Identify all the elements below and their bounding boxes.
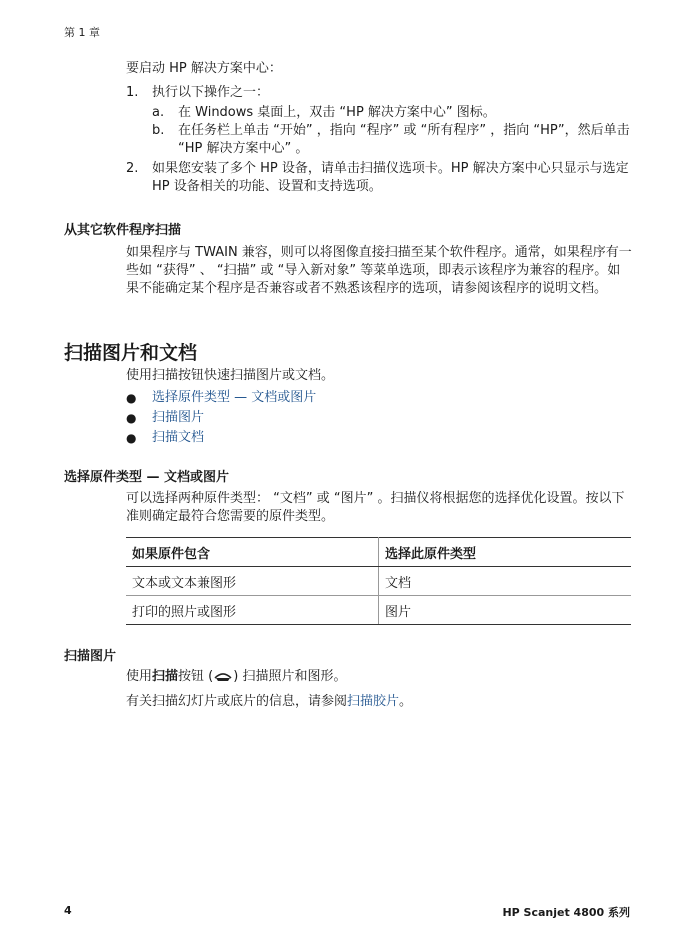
step-number: 1.	[126, 85, 139, 100]
bullet-icon: ●	[126, 391, 137, 405]
substep-letter: b.	[152, 123, 165, 138]
substep-letter: a.	[152, 105, 165, 120]
bullet-icon: ●	[126, 431, 137, 445]
step-text: 如果您安装了多个 HP 设备，请单击扫描仪选项卡。HP 解决方案中心只显示与选定 HP 设备相关的功能、设置和支持选项。	[152, 161, 629, 194]
table-header-row	[126, 538, 631, 567]
section-heading-scan: 扫描图片和文档	[64, 342, 198, 364]
section-heading-other-software: 从其它软件程序扫描	[64, 223, 182, 238]
link-select-type[interactable]: 选择原件类型 — 文档或图片	[152, 390, 317, 405]
scan-picture-line1	[126, 668, 632, 686]
table-header: 选择此原件类型	[379, 538, 632, 567]
section-heading-select-type: 选择原件类型 — 文档或图片	[64, 470, 230, 485]
text-fragment: 。	[399, 694, 413, 709]
table-header: 如果原件包含	[126, 538, 379, 567]
link-scan-film[interactable]: 扫描胶片	[347, 694, 400, 709]
text-fragment: ) 扫描照片和图形。	[233, 669, 347, 684]
step-2	[126, 160, 632, 196]
step-text: 执行以下操作之一：	[152, 85, 270, 100]
link-scan-document[interactable]: 扫描文档	[152, 430, 205, 445]
scan-button-icon	[213, 670, 233, 682]
section-heading-scan-picture: 扫描图片	[64, 649, 117, 664]
original-type-table	[126, 537, 631, 625]
substep-a	[152, 104, 632, 122]
table-row	[126, 567, 631, 596]
table-row	[126, 596, 631, 625]
step-1	[126, 84, 632, 156]
select-type-body: 可以选择两种原件类型： “文档” 或 “图片” 。扫描仪将根据您的选择优化设置。按以下准则确定最符合您需要的原件类型。	[126, 491, 625, 524]
list-item	[126, 409, 632, 427]
substep-text: 在 Windows 桌面上，双击 “HP 解决方案中心” 图标。	[178, 105, 496, 120]
text-fragment: 按钮 (	[178, 669, 214, 684]
table-cell: 打印的照片或图形	[126, 596, 379, 625]
link-scan-picture[interactable]: 扫描图片	[152, 410, 205, 425]
text-fragment: 使用	[126, 669, 153, 684]
scan-picture-line2	[126, 693, 632, 711]
substep-text: 在任务栏上单击 “开始” ，指向 “程序” 或 “所有程序” ，指向 “HP”，然后单击 “HP 解决方案中心” 。	[178, 123, 630, 156]
bullet-icon: ●	[126, 411, 137, 425]
scan-button-name: 扫描	[152, 669, 179, 684]
substep-b	[152, 122, 632, 158]
scan-lead: 使用扫描按钮快速扫描图片或文档。	[126, 368, 335, 383]
text-fragment: 有关扫描幻灯片或底片的信息，请参阅	[126, 694, 348, 709]
intro-lead: 要启动 HP 解决方案中心：	[126, 61, 282, 76]
chapter-header: 第 1 章	[64, 26, 100, 39]
table-cell: 文档	[379, 567, 632, 596]
step-number: 2.	[126, 161, 139, 176]
list-item	[126, 429, 632, 447]
product-name: HP Scanjet 4800 系列	[502, 906, 630, 919]
page-number: 4	[64, 904, 72, 917]
list-item	[126, 389, 632, 407]
table-cell: 图片	[379, 596, 632, 625]
other-software-body: 如果程序与 TWAIN 兼容，则可以将图像直接扫描至某个软件程序。通常，如果程序有一些如 “获得” 、 “扫描” 或 “导入新对象” 等菜单选项，即表示该程序为兼容的程序。如果不能确定某个程序是否兼容或者不熟悉该程序的选项，请参阅该程序的说明文档。	[126, 245, 632, 296]
table-cell: 文本或文本兼图形	[126, 567, 379, 596]
